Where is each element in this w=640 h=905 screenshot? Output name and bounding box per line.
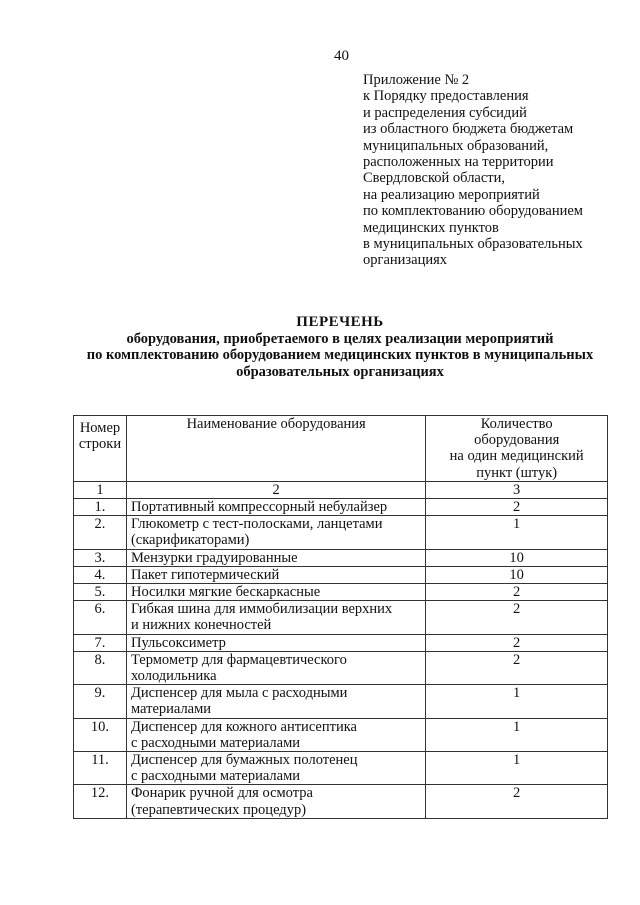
equipment-name-line: Диспенсер для кожного антисептика (130, 718, 357, 735)
equipment-name (126, 752, 425, 785)
row-number: 7. (74, 634, 127, 651)
equipment-quantity: 2 (426, 651, 608, 684)
equipment-quantity: 2 (426, 785, 608, 818)
equipment-name-line: Портативный компрессорный небулайзер (130, 499, 388, 516)
table-row (74, 752, 608, 785)
header-quantity (426, 416, 608, 482)
equipment-name-line: Носилки мягкие бескаркасные (130, 584, 321, 601)
equipment-name-line: Диспенсер для бумажных полотенец (130, 752, 358, 769)
equipment-name (126, 651, 425, 684)
column-index: 3 (426, 481, 608, 498)
appendix-line: по комплектованию оборудованием (363, 203, 583, 220)
table-row (74, 785, 608, 818)
equipment-quantity: 1 (426, 718, 608, 751)
equipment-quantity: 2 (426, 584, 608, 601)
row-number: 9. (74, 685, 127, 718)
appendix-line: к Порядку предоставления (363, 88, 529, 105)
equipment-name (126, 499, 425, 516)
table-row (74, 584, 608, 601)
appendix-line: медицинских пунктов (363, 219, 499, 236)
header-number (74, 416, 127, 482)
equipment-name-line: Термометр для фармацевтического (130, 651, 347, 668)
appendix-line: на реализацию мероприятий (363, 186, 540, 203)
appendix-line: Приложение № 2 (363, 72, 470, 88)
equipment-name-line: материалами (130, 701, 212, 718)
equipment-name (126, 549, 425, 566)
equipment-quantity: 2 (426, 601, 608, 634)
header-number-line: строки (78, 436, 122, 453)
title-main: ПЕРЕЧЕНЬ (296, 314, 384, 330)
appendix-line: и распределения субсидий (363, 104, 527, 121)
table-row (74, 499, 608, 516)
column-index: 2 (126, 481, 425, 498)
appendix-line: Свердловской области, (363, 170, 506, 187)
appendix-line: муниципальных образований, (363, 137, 549, 154)
table-row (74, 685, 608, 718)
header-quantity-line: Количество (480, 416, 553, 432)
equipment-name-line: (скарификаторами) (130, 532, 250, 549)
title-line: оборудования, приобретаемого в целях реализации мероприятий (126, 330, 554, 347)
table-row (74, 634, 608, 651)
appendix-line: расположенных на территории (363, 154, 554, 171)
row-number: 3. (74, 549, 127, 566)
row-number: 2. (74, 516, 127, 549)
equipment-name-line: Мензурки градуированные (130, 549, 298, 566)
equipment-name-line: Гибкая шина для иммобилизации верхних (130, 601, 393, 618)
equipment-name-line: и нижних конечностей (130, 617, 272, 634)
header-quantity-line: пункт (штук) (476, 464, 558, 481)
equipment-name (126, 685, 425, 718)
table-row (74, 516, 608, 549)
appendix-line: из областного бюджета бюджетам (363, 121, 574, 138)
equipment-name-line: Диспенсер для мыла с расходными (130, 685, 348, 702)
equipment-quantity: 1 (426, 516, 608, 549)
header-number-line: Номер (79, 420, 121, 436)
equipment-name (126, 566, 425, 583)
row-number: 8. (74, 651, 127, 684)
page-number: 40 (334, 48, 349, 64)
row-number: 11. (74, 752, 127, 785)
title-line: по комплектованию оборудованием медицинских пунктов в муниципальных (86, 347, 594, 363)
appendix-line: организациях (363, 252, 448, 269)
equipment-name-line: Фонарик ручной для осмотра (130, 785, 313, 802)
equipment-quantity: 2 (426, 634, 608, 651)
equipment-name-line: с расходными материалами (130, 734, 301, 751)
equipment-table (73, 415, 608, 819)
row-number: 5. (74, 584, 127, 601)
table-row (74, 651, 608, 684)
equipment-name (126, 718, 425, 751)
row-number: 12. (74, 785, 127, 818)
header-name-text: Наименование оборудования (186, 416, 366, 432)
document-title (60, 314, 620, 380)
header-quantity-line: оборудования (474, 432, 560, 449)
equipment-quantity: 10 (426, 549, 608, 566)
equipment-name (126, 634, 425, 651)
equipment-name-line: холодильника (130, 668, 217, 685)
row-number: 1. (74, 499, 127, 516)
equipment-quantity: 1 (426, 685, 608, 718)
equipment-name-line: Глюкометр с тест-полосками, ланцетами (130, 516, 383, 533)
table-row (74, 601, 608, 634)
table-row (74, 549, 608, 566)
row-number: 10. (74, 718, 127, 751)
column-index-row (74, 481, 608, 498)
equipment-name-line: с расходными материалами (130, 768, 301, 785)
header-quantity-line: на один медицинский (449, 448, 584, 465)
equipment-quantity: 2 (426, 499, 608, 516)
appendix-note (363, 72, 583, 269)
table-row (74, 718, 608, 751)
equipment-name (126, 785, 425, 818)
equipment-name (126, 584, 425, 601)
equipment-name (126, 516, 425, 549)
equipment-quantity: 1 (426, 752, 608, 785)
header-name (126, 416, 425, 482)
equipment-name-line: Пульсоксиметр (130, 634, 226, 651)
table-row (74, 566, 608, 583)
table-header-row (74, 416, 608, 482)
equipment-quantity: 10 (426, 566, 608, 583)
title-line: образовательных организациях (236, 363, 444, 380)
equipment-name-line: (терапевтических процедур) (130, 801, 307, 818)
equipment-name (126, 601, 425, 634)
row-number: 6. (74, 601, 127, 634)
row-number: 4. (74, 566, 127, 583)
appendix-line: в муниципальных образовательных (363, 236, 583, 253)
column-index: 1 (74, 481, 127, 498)
equipment-name-line: Пакет гипотермический (130, 566, 280, 583)
